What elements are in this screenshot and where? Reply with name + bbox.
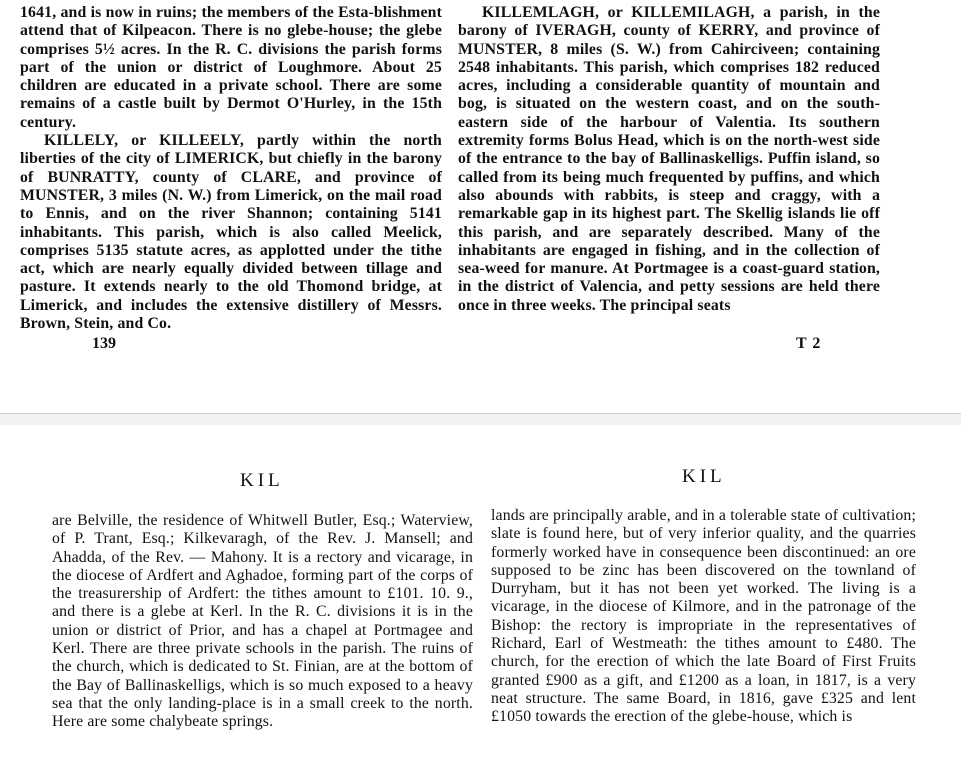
- top-right-column: [458, 4, 880, 315]
- left-running-header: KIL: [240, 470, 284, 491]
- bottom-right-column: [491, 507, 916, 727]
- paragraph-killely: KILLELY, or KILLEELY, partly within the north liberties of the city of LIMERICK, but chiefly in the barony of BUNRATTY, county of CLARE, and province of MUNSTER, 3 miles (N. W.) from Limerick, on the mail road to Ennis, and on the river Shannon; containing 5141 inhabitants. This parish, which is also called Meelick, comprises 5135 statute acres, as applotted under the tithe act, which are nearly equally divided between tillage and pasture. It extends nearly to the old Thomond bridge, at Limerick, and includes the extensive distillery of Messrs. Brown, Stein, and Co.: [20, 132, 442, 333]
- paragraph-kilpeacon-continued: 1641, and is now in ruins; the members of the Esta-blishment attend that of Kilpeacon. There is no glebe-house; the glebe comprises 5½ acres. In the R. C. divisions the parish forms part of the union or district of Loughmore. About 25 children are educated in a private school. There are some remains of a castle built by Dermot O'Hurley, in the 15th century.: [20, 4, 442, 131]
- paragraph-kilmore-parish-continued: lands are principally arable, and in a tolerable state of cultivation; slate is found here, but of very inferior quality, and the quarries formerly worked have in consequence been discontinued: an ore supposed to be zinc has been discovered on the townland of Durryham, but it has not been yet worked. The living is a vicarage, in the diocese of Kilmore, and in the patronage of the Bishop: the rectory is impropriate in the representatives of Richard, Earl of Westmeath: the tithes amount to £480. The church, for the erection of which the late Board of First Fruits granted £900 as a gift, and £1200 as a loan, in 1817, is a very neat structure. The same Board, in 1816, gave £325 and lent £1050 towards the erection of the glebe-house, which is: [491, 507, 917, 726]
- right-running-header: KIL: [682, 466, 726, 487]
- bottom-page: [0, 425, 961, 772]
- paragraph-killemlagh-continued: are Belville, the residence of Whitwell Butler, Esq.; Waterview, of P. Trant, Esq.; Kilkevaragh, of the Rev. J. Mansell; and Ahadda, of the Rev. — Mahony. It is a rectory and vicarage, in the diocese of Ardfert and Aghadoe, forming part of the corps of the treasurership of Ardfert: the tithes amount to £101. 10. 9., and there is a glebe at Kerl. In the R. C. divisions it is in the union or district of Prior, and has a chapel at Portmagee and Kerl. There are three private schools in the parish. The ruins of the church, which is dedicated to St. Finian, are at the bottom of the Bay of Ballinaskelligs, which is so much exposed to a heavy sea that the only landing-place is in a small creek to the north. Here are some chalybeate springs.: [52, 512, 473, 731]
- page-number: 139: [92, 335, 116, 352]
- signature-mark: T 2: [796, 335, 822, 352]
- paragraph-killemlagh: KILLEMLAGH, or KILLEMILAGH, a parish, in the barony of IVERAGH, county of KERRY, and province of MUNSTER, 8 miles (S. W.) from Cahirciveen; containing 2548 inhabitants. This parish, which comprises 182 reduced acres, including a considerable quantity of mountain and bog, is situated on the western coast, and on the south-eastern side of the harbour of Valentia. Its southern extremity forms Bolus Head, which is on the north-west side of the entrance to the bay of Ballinaskelligs. Puffin island, so called from its being much frequented by puffins, and which also abounds with rabbits, is steep and craggy, with a remarkable gap in its highest part. The Skellig islands lie off this parish, and are separately described. Many of the inhabitants are engaged in fishing, and in the collection of sea-weed for manure. At Portmagee is a coast-guard station, in the district of Valencia, and petty sessions are held there once in three weeks. The principal seats: [458, 4, 880, 314]
- bottom-left-column: [52, 512, 473, 732]
- top-left-column: [20, 4, 442, 333]
